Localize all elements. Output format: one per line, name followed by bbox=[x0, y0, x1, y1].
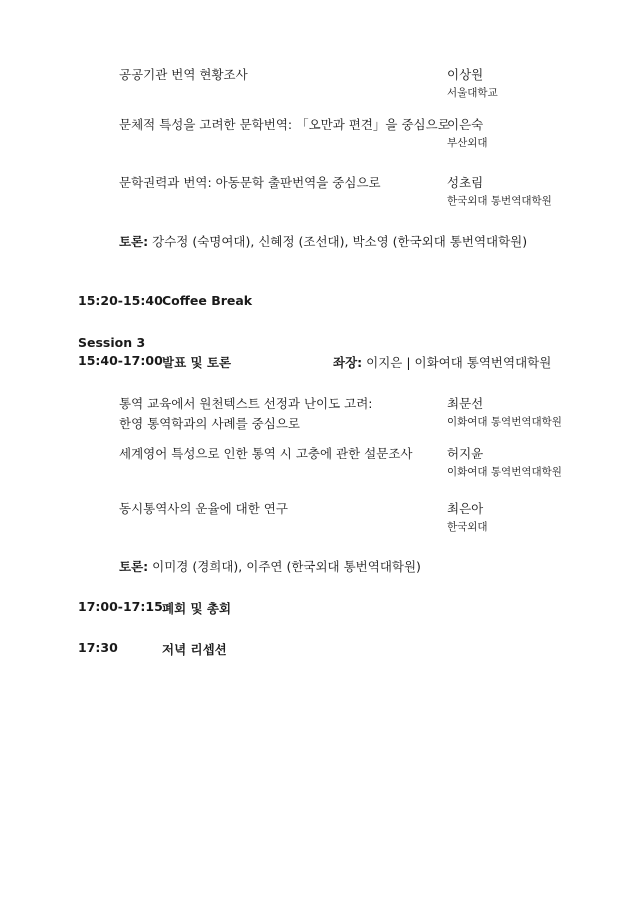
closing-time: 17:00-17:15 bbox=[78, 599, 163, 614]
chair-text: 이지은 | 이화여대 통역번역대학원 bbox=[362, 355, 552, 370]
break-time: 15:20-15:40 bbox=[78, 293, 163, 308]
paper-affiliation: 한국외대 bbox=[447, 521, 488, 533]
discussion-line bbox=[119, 232, 527, 250]
paper-title: 문체적 특성을 고려한 문학번역: 「오만과 편견」을 중심으로 bbox=[119, 117, 450, 132]
discussion-label: 토론: bbox=[119, 234, 149, 249]
discussion-label: 토론: bbox=[119, 559, 149, 574]
closing-title: 폐회 및 총회 bbox=[162, 601, 232, 616]
paper-presenter: 이은숙 bbox=[447, 117, 484, 132]
session-time: 15:40-17:00 bbox=[78, 353, 163, 368]
paper-presenter: 최은아 bbox=[447, 501, 484, 516]
session-title: 발표 및 토론 bbox=[162, 355, 232, 370]
dinner-title: 저녁 리셉션 bbox=[162, 642, 227, 657]
paper-title-line2: 한영 통역학과의 사례를 중심으로 bbox=[119, 416, 300, 431]
paper-title: 공공기관 번역 현황조사 bbox=[119, 67, 248, 82]
paper-presenter: 최문선 bbox=[447, 396, 484, 411]
session-chair bbox=[333, 353, 551, 371]
paper-affiliation: 한국외대 통번역대학원 bbox=[447, 195, 552, 207]
paper-title: 통역 교육에서 원천텍스트 선정과 난이도 고려: bbox=[119, 396, 373, 411]
paper-affiliation: 부산외대 bbox=[447, 137, 488, 149]
paper-title: 동시통역사의 운율에 대한 연구 bbox=[119, 501, 288, 516]
paper-presenter: 이상원 bbox=[447, 67, 484, 82]
discussion-text: 이미경 (경희대), 이주연 (한국외대 통번역대학원) bbox=[148, 559, 421, 574]
discussion-line bbox=[119, 557, 421, 575]
dinner-time: 17:30 bbox=[78, 640, 118, 655]
chair-label: 좌장: bbox=[333, 355, 363, 370]
paper-affiliation: 이화여대 통역번역대학원 bbox=[447, 416, 562, 428]
paper-title: 문학권력과 번역: 아동문학 출판번역을 중심으로 bbox=[119, 175, 381, 190]
discussion-text: 강수정 (숙명여대), 신혜정 (조선대), 박소영 (한국외대 통번역대학원) bbox=[148, 234, 528, 249]
paper-affiliation: 이화여대 통역번역대학원 bbox=[447, 466, 562, 478]
paper-presenter: 허지윤 bbox=[447, 446, 484, 461]
break-title: Coffee Break bbox=[162, 293, 253, 308]
paper-presenter: 성초림 bbox=[447, 175, 484, 190]
paper-affiliation: 서울대학교 bbox=[447, 87, 498, 99]
session-heading: Session 3 bbox=[78, 335, 146, 350]
paper-title: 세계영어 특성으로 인한 통역 시 고충에 관한 설문조사 bbox=[119, 446, 413, 461]
